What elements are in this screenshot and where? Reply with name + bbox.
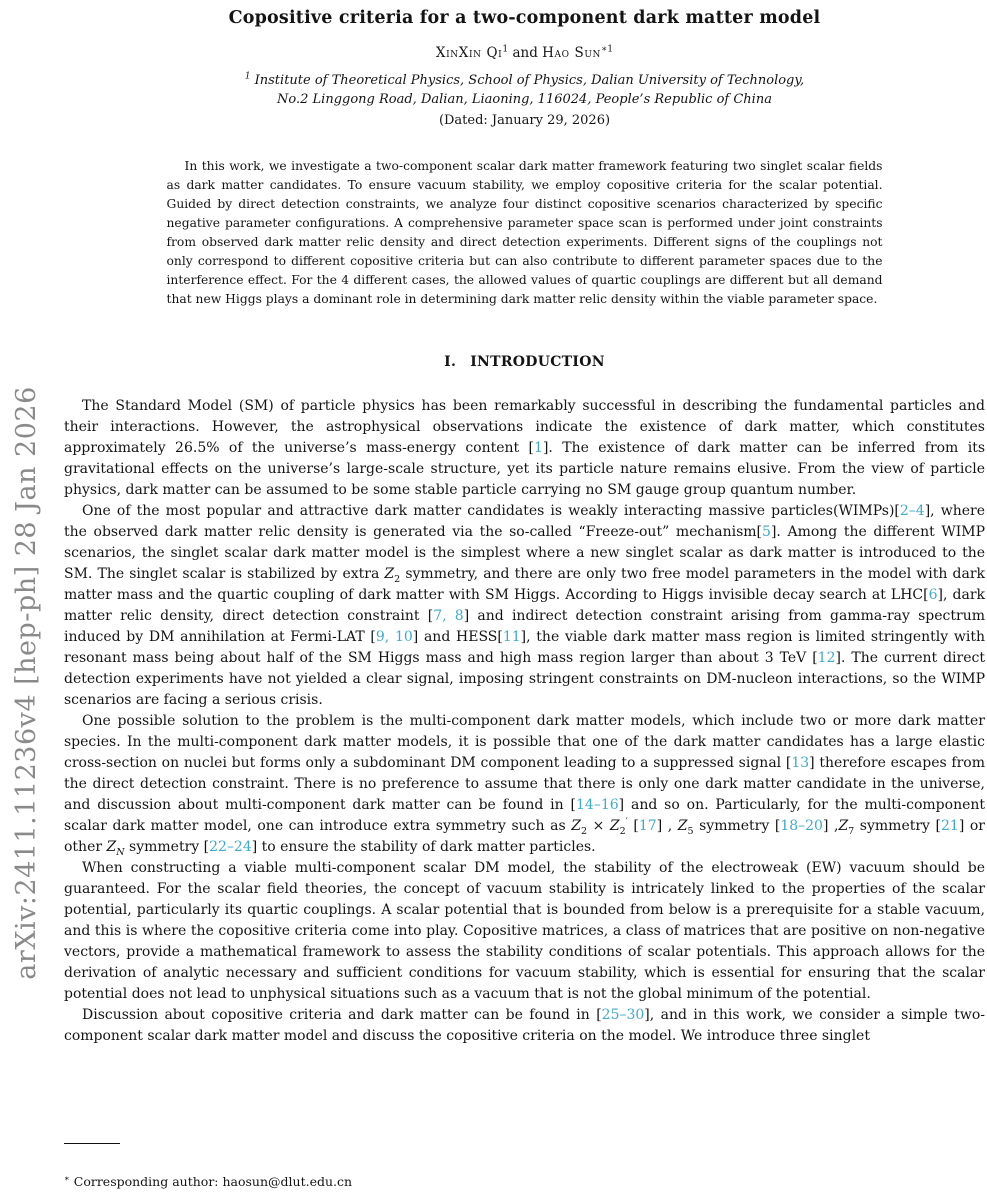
citation-link[interactable]: 7, 8 (433, 608, 464, 624)
superscript: ∗1 (601, 43, 614, 55)
text-run: ], the viable dark matter mass region is limited stringently with resonant mass being about half of the SM Higgs mass and high mass region larger than about 3 TeV [ (64, 629, 986, 666)
text-run: ] and indirect detection constraint arising from gamma-ray spectrum induced by DM annihilation at Fermi-LAT [ (64, 608, 986, 645)
footnote-area (64, 1143, 944, 1189)
subscript: 2 (394, 573, 401, 585)
text-run: ] or other (64, 818, 985, 855)
citation-link[interactable]: 9, 10 (375, 629, 413, 645)
section-title: INTRODUCTION (470, 354, 605, 370)
abstract: In this work, we investigate a two-component scalar dark matter framework featuring two singlet scalar fields as dark matter candidates. To ensure vacuum stability, we employ copositive criteria for the scalar potential. Guided by direct detection constraints, we analyze four distinct copositive scenarios characterized by specific negative parameter configurations. A comprehensive parameter space scan is performed under joint constraints from observed dark matter relic density and direct detection experiments. Different signs of the couplings not only correspond to different copositive criteria but can also contribute to different parameter spaces due to the interference effect. For the 4 different cases, the allowed values of quartic couplings are different but all demand that new Higgs plays a dominant role in determining dark matter relic density within the viable parameter space. (166, 159, 883, 306)
section-heading (64, 354, 985, 370)
citation-link[interactable]: 12 (817, 650, 836, 666)
text-run: ]. The current direct detection experiments have not yielded a clear signal, imposing stringent constraints on DM-nucleon interactions, so the WIMP scenarios are facing a serious crisis. (64, 650, 985, 708)
affiliation-line-2: No.2 Linggong Road, Dalian, Liaoning, 116024, People’s Republic of China (277, 92, 772, 107)
text-run: symmetry [ (124, 839, 210, 855)
authors-line (64, 45, 985, 61)
citation-link[interactable]: 5 (762, 524, 771, 540)
citation-link[interactable]: 13 (791, 755, 810, 771)
paragraph (64, 711, 985, 858)
author-name: XinXin Qi (435, 45, 503, 61)
corresponding-author-footnote (64, 1174, 944, 1189)
citation-link[interactable]: 2–4 (899, 503, 925, 519)
citation-link[interactable]: 22–24 (209, 839, 252, 855)
math-symbol: Z (609, 818, 620, 834)
text-run: ], where the observed dark matter relic density is generated via the so-called “Freeze-out” mechanism[ (64, 503, 986, 540)
paper-content (64, 0, 985, 1047)
citation-link[interactable]: 25–30 (601, 1007, 645, 1023)
text-run: symmetry [ (854, 818, 941, 834)
subscript: 5 (687, 825, 694, 837)
text-run: When constructing a viable multi-component scalar DM model, the stability of the electroweak (EW) vacuum should be guaranteed. For the scalar field theories, the concept of vacuum stability is intricately linked to the properties of the scalar potential, particularly its quartic couplings. A scalar potential that is bounded from below is a prerequisite for a stable vacuum, and this is where the copositive criteria come into play. Copositive matrices, a class of matrices that are positive on non-negative vectors, provide a mathematical framework to assess the stability conditions of scalar potentials. This approach allows for the derivation of analytic necessary and sufficient conditions for vacuum stability, which is essential for ensuring that the scalar potential does not lead to unphysical situations such as a vacuum that is not the global minimum of the potential. (64, 860, 985, 1002)
text-run: The Standard Model (SM) of particle physics has been remarkably successful in describing the fundamental particles and their interactions. However, the astrophysical observations indicate the existence of dark matter, which constitutes approximately 26.5% of the universe’s mass-energy content [ (64, 398, 985, 456)
section-number: I. (444, 354, 457, 370)
text-run: Corresponding author: (69, 1174, 223, 1189)
paragraph (64, 858, 985, 1005)
superscript: 1 (244, 71, 251, 82)
arxiv-watermark: arXiv:2411.11236v4 [hep-ph] 28 Jan 2026 (11, 386, 42, 980)
math-symbol: Z (571, 818, 581, 834)
text-run: symmetry, and there are only two free model parameters in the model with dark matter mass and the quartic coupling of dark matter with SM Higgs. According to Higgs invisible decay search at LHC[ (64, 566, 986, 603)
superscript: ∗ (64, 1173, 70, 1184)
paragraph (64, 396, 985, 501)
math-symbol: Z (106, 839, 117, 855)
math-symbol: Z (838, 818, 849, 834)
footnote-rule (64, 1143, 120, 1144)
text-run: × (587, 818, 610, 834)
email-link[interactable]: haosun@dlut.edu.cn (222, 1174, 353, 1189)
text-run: ] therefore escapes from the direct detection constraint. There is no preference to assume that there is only one dark matter candidate in the universe, and discussion about multi-component dark matter can be found in [ (64, 755, 985, 813)
text-run: One of the most popular and attractive dark matter candidates is weakly interacting massive particles(WIMPs)[ (82, 503, 900, 519)
superscript: 1 (502, 43, 509, 55)
text-run: symmetry [ (693, 818, 781, 834)
text-run: ], and in this work, we consider a simple two-component scalar dark matter model and discuss the copositive criteria on the model. We introduce three singlet (64, 1007, 985, 1044)
paper-title: Copositive criteria for a two-component dark matter model (228, 8, 821, 28)
text-run: [ (627, 818, 639, 834)
subscript: 2 (619, 825, 626, 837)
text-run: Discussion about copositive criteria and dark matter can be found in [ (82, 1007, 602, 1023)
subscript: 7 (848, 825, 855, 837)
paragraph (64, 1005, 985, 1047)
text-run: ] and so on. Particularly, for the multi-component scalar dark matter model, one can introduce extra symmetry such as (64, 797, 986, 834)
citation-link[interactable]: 21 (941, 818, 959, 834)
text-run: ], dark matter relic density, direct detection constraint [ (64, 587, 985, 624)
subscript: N (116, 846, 125, 858)
citation-link[interactable]: 6 (928, 587, 938, 603)
citation-link[interactable]: 18–20 (780, 818, 823, 834)
superscript: ′ (625, 816, 628, 828)
text-run: ] and HESS[ (412, 629, 503, 645)
citation-link[interactable]: 11 (502, 629, 521, 645)
text-run: Institute of Theoretical Physics, School of Physics, Dalian University of Technology, (250, 73, 805, 88)
math-symbol: Z (384, 566, 395, 582)
text-run: ] , (656, 818, 678, 834)
math-symbol: Z (677, 818, 688, 834)
paragraph (64, 501, 985, 711)
text-run: One possible solution to the problem is the multi-component dark matter models, which include two or more dark matter species. In the multi-component dark matter models, it is possible that one of the dark matter candidates has a large elastic cross-section on nuclei but forms only a subdominant DM component leading to a suppressed signal [ (64, 713, 985, 771)
text-run: ]. The existence of dark matter can be inferred from its gravitational effects on the universe’s large-scale structure, yet its particle nature remains elusive. From the view of particle physics, dark matter can be assumed to be some stable particle carrying no SM gauge group quantum number. (64, 440, 985, 498)
author-name: Hao Sun (542, 45, 601, 61)
citation-link[interactable]: 17 (638, 818, 657, 834)
text-run: and (508, 45, 543, 61)
introduction-body (64, 396, 985, 1047)
dated-line: (Dated: January 29, 2026) (438, 113, 611, 128)
text-run: ] , (822, 818, 839, 834)
citation-link[interactable]: 14–16 (576, 797, 619, 813)
text-run: ] to ensure the stability of dark matter particles. (251, 839, 596, 855)
affiliation-line-1 (64, 71, 985, 90)
text-run: ]. Among the different WIMP scenarios, the singlet scalar dark matter model is the simplest where a new singlet scalar as dark matter is introduced to the SM. The singlet scalar is stabilized by extra (64, 524, 986, 582)
citation-link[interactable]: 1 (534, 440, 543, 456)
subscript: 2 (580, 825, 587, 837)
